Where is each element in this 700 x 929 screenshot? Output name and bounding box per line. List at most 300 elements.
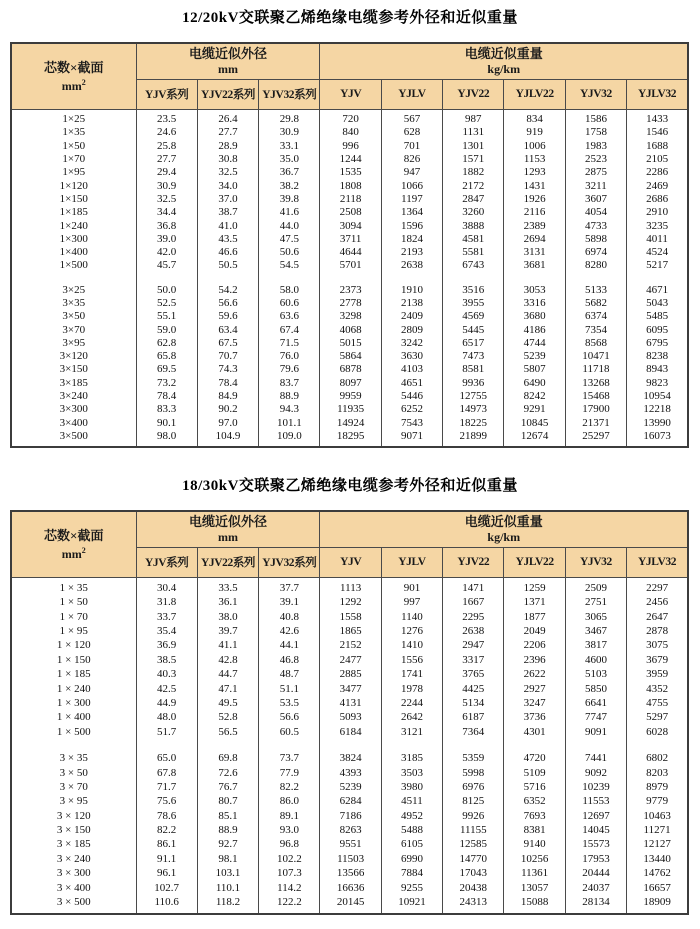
value-cell: 12697 xyxy=(565,809,626,823)
value-cell: 25297 xyxy=(565,430,626,443)
value-cell: 47.1 xyxy=(197,682,258,696)
value-cell: 38.7 xyxy=(197,206,258,219)
value-cell: 826 xyxy=(381,153,442,166)
value-cell: 4952 xyxy=(381,809,442,823)
value-cell: 75.6 xyxy=(136,795,197,809)
value-cell: 6743 xyxy=(443,259,504,272)
value-cell: 7441 xyxy=(565,751,626,765)
value-cell: 2049 xyxy=(504,624,565,638)
value-cell: 4755 xyxy=(627,696,688,710)
value-cell: 71.5 xyxy=(259,337,320,350)
value-cell: 78.6 xyxy=(136,809,197,823)
table-body xyxy=(11,577,688,914)
value-cell: 2508 xyxy=(320,206,381,219)
value-cell: 12674 xyxy=(504,430,565,443)
value-cell: 628 xyxy=(381,126,442,139)
value-cell: 5109 xyxy=(504,766,565,780)
value-cell: 1688 xyxy=(627,140,688,153)
value-cell: 4186 xyxy=(504,323,565,336)
table1-title: 12/20kV交联聚乙烯绝缘电缆参考外径和近似重量 xyxy=(182,10,518,26)
value-cell: 76.7 xyxy=(197,780,258,794)
value-cell: 3503 xyxy=(381,766,442,780)
spec-cell: 3×300 xyxy=(11,403,136,416)
spec-cell: 3 × 400 xyxy=(11,881,136,895)
value-cell: 8280 xyxy=(565,259,626,272)
group-unit: mm xyxy=(217,62,238,77)
corner-unit-sup: 2 xyxy=(81,77,86,87)
value-cell: 9140 xyxy=(504,838,565,852)
value-cell: 65.8 xyxy=(136,350,197,363)
value-cell: 39.1 xyxy=(259,596,320,610)
value-cell: 51.7 xyxy=(136,725,197,739)
value-cell: 1586 xyxy=(565,113,626,126)
value-cell: 840 xyxy=(320,126,381,139)
value-cell: 83.7 xyxy=(259,377,320,390)
value-cell: 1882 xyxy=(443,166,504,179)
value-cell: 8203 xyxy=(627,766,688,780)
value-cell: 14924 xyxy=(320,417,381,430)
spec-cell: 1×300 xyxy=(11,233,136,246)
value-cell: 8238 xyxy=(627,350,688,363)
spec-cell: 1×240 xyxy=(11,219,136,232)
value-cell: 102.2 xyxy=(259,852,320,866)
diameter-group-header xyxy=(136,43,320,79)
value-cell: 2138 xyxy=(381,297,442,310)
value-cell: 84.9 xyxy=(197,390,258,403)
value-cell: 2172 xyxy=(443,179,504,192)
value-cell: 12585 xyxy=(443,838,504,852)
value-cell: 6352 xyxy=(504,795,565,809)
value-cell: 8242 xyxy=(504,390,565,403)
value-cell: 4569 xyxy=(443,310,504,323)
table-row xyxy=(11,852,688,866)
value-cell: 10256 xyxy=(504,852,565,866)
value-cell: 7543 xyxy=(381,417,442,430)
value-cell: 20444 xyxy=(565,867,626,881)
value-cell: 33.7 xyxy=(136,610,197,624)
value-cell: 56.6 xyxy=(197,297,258,310)
value-cell: 82.2 xyxy=(136,823,197,837)
column-header: YJV32 xyxy=(565,547,626,577)
value-cell: 9959 xyxy=(320,390,381,403)
value-cell: 24037 xyxy=(565,881,626,895)
table-row xyxy=(11,766,688,780)
column-header: YJV系列 xyxy=(136,79,197,109)
spec-cell: 3×240 xyxy=(11,390,136,403)
spec-cell: 3×185 xyxy=(11,377,136,390)
table-row xyxy=(11,166,688,179)
value-cell: 4581 xyxy=(443,233,504,246)
table-row xyxy=(11,624,688,638)
value-cell: 101.1 xyxy=(259,417,320,430)
table-row xyxy=(11,809,688,823)
value-cell: 16636 xyxy=(320,881,381,895)
value-cell: 2477 xyxy=(320,653,381,667)
cable-table-18-30kv xyxy=(10,510,689,915)
value-cell: 46.8 xyxy=(259,653,320,667)
value-cell: 39.7 xyxy=(197,624,258,638)
value-cell: 77.9 xyxy=(259,766,320,780)
value-cell: 42.8 xyxy=(197,653,258,667)
table-row xyxy=(11,233,688,246)
value-cell: 30.9 xyxy=(259,126,320,139)
value-cell: 5445 xyxy=(443,323,504,336)
value-cell: 2152 xyxy=(320,639,381,653)
value-cell: 5850 xyxy=(565,682,626,696)
value-cell: 4054 xyxy=(565,206,626,219)
value-cell: 4671 xyxy=(627,284,688,297)
value-cell: 14762 xyxy=(627,867,688,881)
value-cell: 36.1 xyxy=(197,596,258,610)
table-row xyxy=(11,725,688,739)
value-cell: 50.5 xyxy=(197,259,258,272)
corner-unit: $mm^2$ xyxy=(61,77,86,93)
value-cell: 18909 xyxy=(627,895,688,909)
cable-table-12-20kv xyxy=(10,42,689,448)
table-row xyxy=(11,711,688,725)
value-cell: 1244 xyxy=(320,153,381,166)
spec-cell: 1×95 xyxy=(11,166,136,179)
value-cell: 5133 xyxy=(565,284,626,297)
value-cell: 1292 xyxy=(320,596,381,610)
spec-cell: 3 × 150 xyxy=(11,823,136,837)
table-row xyxy=(11,246,688,259)
table-row xyxy=(11,390,688,403)
value-cell: 8381 xyxy=(504,823,565,837)
value-cell: 3260 xyxy=(443,206,504,219)
value-cell: 44.0 xyxy=(259,219,320,232)
value-cell: 2295 xyxy=(443,610,504,624)
value-cell: 23.5 xyxy=(136,113,197,126)
value-cell: 2622 xyxy=(504,667,565,681)
value-cell: 43.5 xyxy=(197,233,258,246)
value-cell: 1197 xyxy=(381,193,442,206)
value-cell: 76.0 xyxy=(259,350,320,363)
value-cell: 40.8 xyxy=(259,610,320,624)
spec-cell: 3×150 xyxy=(11,363,136,376)
group-gap-row xyxy=(11,739,688,751)
table-row xyxy=(11,596,688,610)
value-cell: 1153 xyxy=(504,153,565,166)
value-cell: 4720 xyxy=(504,751,565,765)
value-cell: 86.0 xyxy=(259,795,320,809)
table-row xyxy=(11,867,688,881)
corner-header xyxy=(11,43,136,109)
value-cell: 1535 xyxy=(320,166,381,179)
value-cell: 118.2 xyxy=(197,895,258,909)
value-cell: 701 xyxy=(381,140,442,153)
spec-cell: 3 × 50 xyxy=(11,766,136,780)
value-cell: 12218 xyxy=(627,403,688,416)
column-header: YJV22 xyxy=(443,79,504,109)
value-cell: 32.5 xyxy=(136,193,197,206)
value-cell: 5864 xyxy=(320,350,381,363)
table-row xyxy=(11,140,688,153)
spec-cell: 1 × 150 xyxy=(11,653,136,667)
value-cell: 73.7 xyxy=(259,751,320,765)
table-row xyxy=(11,653,688,667)
value-cell: 1471 xyxy=(443,581,504,595)
spec-cell: 1×400 xyxy=(11,246,136,259)
value-cell: 7693 xyxy=(504,809,565,823)
value-cell: 1131 xyxy=(443,126,504,139)
table-row xyxy=(11,363,688,376)
value-cell: 3185 xyxy=(381,751,442,765)
value-cell: 48.0 xyxy=(136,711,197,725)
value-cell: 52.8 xyxy=(197,711,258,725)
value-cell: 62.8 xyxy=(136,337,197,350)
value-cell: 2286 xyxy=(627,166,688,179)
value-cell: 7884 xyxy=(381,867,442,881)
value-cell: 98.0 xyxy=(136,430,197,443)
value-cell: 15573 xyxy=(565,838,626,852)
value-cell: 9551 xyxy=(320,838,381,852)
value-cell: 96.1 xyxy=(136,867,197,881)
spec-cell: 3 × 120 xyxy=(11,809,136,823)
value-cell: 3765 xyxy=(443,667,504,681)
value-cell: 36.7 xyxy=(259,166,320,179)
value-cell: 90.2 xyxy=(197,403,258,416)
value-cell: 102.7 xyxy=(136,881,197,895)
value-cell: 1571 xyxy=(443,153,504,166)
value-cell: 6517 xyxy=(443,337,504,350)
table-row xyxy=(11,639,688,653)
value-cell: 3955 xyxy=(443,297,504,310)
value-cell: 33.1 xyxy=(259,140,320,153)
value-cell: 1410 xyxy=(381,639,442,653)
value-cell: 110.6 xyxy=(136,895,197,909)
spec-cell: 3 × 300 xyxy=(11,867,136,881)
spec-cell: 1 × 300 xyxy=(11,696,136,710)
value-cell: 92.7 xyxy=(197,838,258,852)
value-cell: 4103 xyxy=(381,363,442,376)
value-cell: 26.4 xyxy=(197,113,258,126)
value-cell: 36.8 xyxy=(136,219,197,232)
value-cell: 3680 xyxy=(504,310,565,323)
value-cell: 1140 xyxy=(381,610,442,624)
value-cell: 2105 xyxy=(627,153,688,166)
value-cell: 1758 xyxy=(565,126,626,139)
value-cell: 31.8 xyxy=(136,596,197,610)
value-cell: 15088 xyxy=(504,895,565,909)
value-cell: 9926 xyxy=(443,809,504,823)
value-cell: 104.9 xyxy=(197,430,258,443)
value-cell: 3065 xyxy=(565,610,626,624)
value-cell: 3247 xyxy=(504,696,565,710)
value-cell: 1293 xyxy=(504,166,565,179)
table-row xyxy=(11,193,688,206)
value-cell: 8943 xyxy=(627,363,688,376)
value-cell: 78.4 xyxy=(136,390,197,403)
value-cell: 2885 xyxy=(320,667,381,681)
spec-cell: 1 × 35 xyxy=(11,581,136,595)
column-header: YJV32系列 xyxy=(259,79,320,109)
spec-cell: 1 × 185 xyxy=(11,667,136,681)
table-row xyxy=(11,377,688,390)
value-cell: 3242 xyxy=(381,337,442,350)
value-cell: 5015 xyxy=(320,337,381,350)
value-cell: 10239 xyxy=(565,780,626,794)
header-group-row xyxy=(11,511,688,547)
value-cell: 4068 xyxy=(320,323,381,336)
value-cell: 24.6 xyxy=(136,126,197,139)
value-cell: 56.5 xyxy=(197,725,258,739)
value-cell: 29.8 xyxy=(259,113,320,126)
value-cell: 3298 xyxy=(320,310,381,323)
value-cell: 2206 xyxy=(504,639,565,653)
value-cell: 3477 xyxy=(320,682,381,696)
value-cell: 8097 xyxy=(320,377,381,390)
value-cell: 947 xyxy=(381,166,442,179)
column-header: YJV22系列 xyxy=(197,79,258,109)
value-cell: 3053 xyxy=(504,284,565,297)
value-cell: 6184 xyxy=(320,725,381,739)
value-cell: 3235 xyxy=(627,219,688,232)
value-cell: 78.4 xyxy=(197,377,258,390)
table-header xyxy=(11,511,688,577)
column-header: YJLV32 xyxy=(627,79,688,109)
value-cell: 10845 xyxy=(504,417,565,430)
value-cell: 45.7 xyxy=(136,259,197,272)
value-cell: 14770 xyxy=(443,852,504,866)
column-header: YJLV22 xyxy=(504,79,565,109)
value-cell: 11155 xyxy=(443,823,504,837)
value-cell: 901 xyxy=(381,581,442,595)
value-cell: 25.8 xyxy=(136,140,197,153)
value-cell: 44.9 xyxy=(136,696,197,710)
spec-cell: 3×35 xyxy=(11,297,136,310)
value-cell: 80.7 xyxy=(197,795,258,809)
value-cell: 20438 xyxy=(443,881,504,895)
table-row xyxy=(11,682,688,696)
value-cell: 11553 xyxy=(565,795,626,809)
value-cell: 34.4 xyxy=(136,206,197,219)
value-cell: 2910 xyxy=(627,206,688,219)
value-cell: 42.5 xyxy=(136,682,197,696)
value-cell: 9936 xyxy=(443,377,504,390)
value-cell: 83.3 xyxy=(136,403,197,416)
value-cell: 6105 xyxy=(381,838,442,852)
value-cell: 5239 xyxy=(320,780,381,794)
value-cell: 9823 xyxy=(627,377,688,390)
value-cell: 2389 xyxy=(504,219,565,232)
value-cell: 18295 xyxy=(320,430,381,443)
value-cell: 55.1 xyxy=(136,310,197,323)
value-cell: 28134 xyxy=(565,895,626,909)
spec-cell: 1×185 xyxy=(11,206,136,219)
spec-cell: 1×150 xyxy=(11,193,136,206)
weight-group-header xyxy=(320,43,688,79)
value-cell: 3075 xyxy=(627,639,688,653)
group-unit: kg/km xyxy=(487,530,521,545)
value-cell: 6990 xyxy=(381,852,442,866)
spec-cell: 3×70 xyxy=(11,323,136,336)
value-cell: 54.2 xyxy=(197,284,258,297)
spec-cell: 1 × 95 xyxy=(11,624,136,638)
table-row xyxy=(11,795,688,809)
table-row xyxy=(11,284,688,297)
value-cell: 834 xyxy=(504,113,565,126)
value-cell: 1276 xyxy=(381,624,442,638)
value-cell: 6374 xyxy=(565,310,626,323)
value-cell: 2409 xyxy=(381,310,442,323)
spec-cell: 3 × 240 xyxy=(11,852,136,866)
table-row xyxy=(11,219,688,232)
value-cell: 67.8 xyxy=(136,766,197,780)
value-cell: 7364 xyxy=(443,725,504,739)
spec-cell: 1 × 500 xyxy=(11,725,136,739)
value-cell: 997 xyxy=(381,596,442,610)
value-cell: 9091 xyxy=(565,725,626,739)
value-cell: 6187 xyxy=(443,711,504,725)
table-row xyxy=(11,350,688,363)
value-cell: 13566 xyxy=(320,867,381,881)
value-cell: 37.0 xyxy=(197,193,258,206)
value-cell: 987 xyxy=(443,113,504,126)
corner-label: 芯数×截面 xyxy=(44,59,104,75)
value-cell: 4425 xyxy=(443,682,504,696)
value-cell: 3824 xyxy=(320,751,381,765)
value-cell: 51.1 xyxy=(259,682,320,696)
value-cell: 2509 xyxy=(565,581,626,595)
value-cell: 50.6 xyxy=(259,246,320,259)
value-cell: 58.0 xyxy=(259,284,320,297)
value-cell: 90.1 xyxy=(136,417,197,430)
value-cell: 1926 xyxy=(504,193,565,206)
value-cell: 39.8 xyxy=(259,193,320,206)
value-cell: 2875 xyxy=(565,166,626,179)
value-cell: 74.3 xyxy=(197,363,258,376)
pad-row xyxy=(11,443,688,447)
value-cell: 3980 xyxy=(381,780,442,794)
value-cell: 17900 xyxy=(565,403,626,416)
corner-unit: $mm^2$ xyxy=(61,545,86,561)
spec-cell: 1 × 120 xyxy=(11,639,136,653)
group-label: 电缆近似外径 xyxy=(188,514,267,530)
column-header: YJV32系列 xyxy=(259,547,320,577)
value-cell: 96.8 xyxy=(259,838,320,852)
corner-unit-sup: 2 xyxy=(81,545,86,555)
value-cell: 12127 xyxy=(627,838,688,852)
spec-cell: 1×120 xyxy=(11,179,136,192)
value-cell: 32.5 xyxy=(197,166,258,179)
table-row xyxy=(11,259,688,272)
value-cell: 5359 xyxy=(443,751,504,765)
column-header: YJV22 xyxy=(443,547,504,577)
value-cell: 35.4 xyxy=(136,624,197,638)
value-cell: 5581 xyxy=(443,246,504,259)
value-cell: 5134 xyxy=(443,696,504,710)
value-cell: 5998 xyxy=(443,766,504,780)
value-cell: 44.7 xyxy=(197,667,258,681)
value-cell: 1546 xyxy=(627,126,688,139)
table-row xyxy=(11,310,688,323)
value-cell: 93.0 xyxy=(259,823,320,837)
value-cell: 6641 xyxy=(565,696,626,710)
value-cell: 4352 xyxy=(627,682,688,696)
table-row xyxy=(11,581,688,595)
table-row xyxy=(11,667,688,681)
value-cell: 40.3 xyxy=(136,667,197,681)
value-cell: 56.6 xyxy=(259,711,320,725)
value-cell: 39.0 xyxy=(136,233,197,246)
value-cell: 2778 xyxy=(320,297,381,310)
group-label: 电缆近似重量 xyxy=(464,46,543,62)
value-cell: 2116 xyxy=(504,206,565,219)
table-row xyxy=(11,337,688,350)
value-cell: 34.0 xyxy=(197,179,258,192)
value-cell: 17953 xyxy=(565,852,626,866)
